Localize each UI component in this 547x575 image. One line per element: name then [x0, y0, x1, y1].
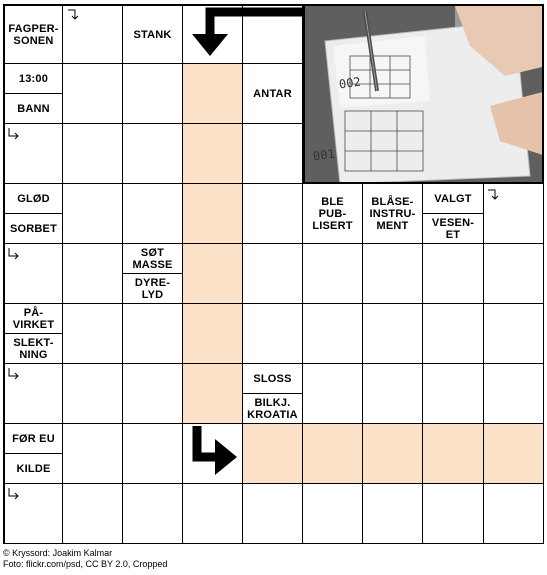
clue-cell-t1300-bann — [3, 64, 63, 124]
answer-cell-highlighted[interactable] — [243, 424, 303, 484]
answer-cell-highlighted[interactable] — [183, 64, 243, 124]
answer-cell[interactable] — [423, 244, 484, 304]
clue-cell-sloss-bilkj_kroatia — [243, 364, 303, 424]
clue-sorbet — [5, 213, 62, 243]
answer-cell[interactable] — [303, 484, 363, 544]
clue-antar — [243, 64, 302, 123]
clue-cell-antar — [243, 64, 303, 124]
clue-dyrelyd — [123, 273, 182, 303]
clue-text: ET — [445, 228, 461, 241]
clue-text: BLÅSE- — [371, 195, 414, 208]
answer-cell[interactable] — [423, 364, 484, 424]
clue-text: 13:00 — [18, 72, 49, 85]
clue-text: INSTRU- — [369, 207, 416, 220]
clue-kilde — [5, 453, 62, 483]
answer-cell-highlighted[interactable] — [303, 424, 363, 484]
clue-text: VESEN- — [431, 216, 475, 229]
clue-label — [133, 29, 171, 41]
clue-text: DYRE- — [134, 276, 171, 289]
answer-cell-highlighted[interactable] — [183, 244, 243, 304]
credit-crossword: © Kryssord: Joakim Kalmar — [3, 548, 113, 558]
clue-sloss — [243, 364, 302, 393]
answer-cell[interactable] — [423, 304, 484, 364]
answer-cell-highlighted[interactable] — [183, 364, 243, 424]
clue-text: MASSE — [132, 258, 173, 271]
answer-cell[interactable] — [243, 184, 303, 244]
clue-text: FAGPER- — [8, 22, 59, 35]
answer-cell[interactable] — [183, 4, 243, 64]
photo-page-label: 001 — [312, 146, 336, 164]
clue-label — [253, 373, 291, 385]
clue-label — [8, 23, 58, 47]
hook-arrow-icon — [6, 367, 22, 381]
clue-label — [12, 433, 55, 445]
answer-cell-highlighted[interactable] — [363, 424, 423, 484]
answer-cell[interactable] — [243, 4, 303, 64]
clue-text: SLEKT- — [13, 336, 54, 349]
clue-label — [434, 193, 471, 205]
clue-cell-sot_masse-dyrelyd — [123, 244, 183, 304]
clue-text: SØT — [140, 246, 165, 259]
clue-text: SLOSS — [253, 372, 292, 385]
clue-text: NING — [19, 348, 48, 361]
answer-cell[interactable] — [123, 184, 183, 244]
clue-cell-for_eu-kilde — [3, 424, 63, 484]
clue-text: LYD — [141, 288, 164, 301]
answer-cell-highlighted[interactable] — [423, 424, 484, 484]
answer-cell[interactable] — [363, 304, 423, 364]
answer-cell[interactable] — [484, 244, 544, 304]
clue-cell-ble_publisert — [303, 184, 363, 244]
clue-label — [432, 217, 474, 241]
clue-bann — [5, 93, 62, 123]
answer-cell[interactable] — [303, 364, 363, 424]
clue-label — [132, 247, 172, 271]
answer-cell[interactable] — [484, 304, 544, 364]
clue-text: BANN — [17, 102, 50, 115]
clue-slektning — [5, 333, 62, 363]
answer-cell-highlighted[interactable] — [484, 424, 544, 484]
answer-cell[interactable] — [303, 304, 363, 364]
answer-cell[interactable] — [484, 484, 544, 544]
clue-cell-stank — [123, 4, 183, 64]
clue-pavirket — [5, 304, 62, 333]
clue-label — [10, 223, 57, 235]
clue-label — [135, 277, 170, 301]
clue-glod — [5, 184, 62, 213]
clue-text: GLØD — [17, 192, 50, 205]
hook-arrow-icon — [6, 247, 22, 261]
answer-cell[interactable] — [183, 484, 243, 544]
answer-cell[interactable] — [243, 124, 303, 184]
clue-cell-pavirket-slektning — [3, 304, 63, 364]
answer-cell[interactable] — [243, 244, 303, 304]
answer-cell[interactable] — [63, 364, 123, 424]
answer-cell[interactable] — [363, 364, 423, 424]
clue-bilkj_kroatia — [243, 393, 302, 423]
clue-fagpersonen — [5, 6, 62, 63]
clue-text: STANK — [133, 28, 172, 41]
answer-cell[interactable] — [363, 244, 423, 304]
clue-label — [17, 463, 51, 475]
answer-cell[interactable] — [63, 304, 123, 364]
clue-valgt — [423, 184, 483, 213]
clue-text: MENT — [376, 219, 409, 232]
clue-text: BLE — [321, 195, 344, 208]
answer-cell-highlighted[interactable] — [183, 304, 243, 364]
answer-cell[interactable] — [63, 424, 123, 484]
answer-cell-highlighted[interactable] — [183, 184, 243, 244]
photo-illustration — [305, 6, 544, 184]
answer-cell[interactable] — [243, 484, 303, 544]
clue-cell-glod-sorbet — [3, 184, 63, 244]
clue-cell-blaseinstrument — [363, 184, 423, 244]
answer-cell[interactable] — [123, 424, 183, 484]
clue-sot_masse — [123, 244, 182, 273]
clue-label — [312, 196, 352, 232]
answer-cell[interactable] — [63, 184, 123, 244]
clue-stank — [123, 6, 182, 63]
answer-cell[interactable] — [123, 304, 183, 364]
answer-cell[interactable] — [243, 304, 303, 364]
credit-photo: Foto: flickr.com/psd, CC BY 2.0, Cropped — [3, 559, 168, 569]
clue-cell-fagpersonen — [3, 4, 63, 64]
clue-label — [17, 193, 50, 205]
credits — [3, 548, 167, 570]
answer-cell[interactable] — [484, 364, 544, 424]
clue-text: KROATIA — [247, 408, 298, 421]
clue-t1300 — [5, 64, 62, 93]
hook-arrow-icon — [66, 7, 82, 21]
clue-label — [13, 307, 55, 331]
answer-cell[interactable] — [123, 124, 183, 184]
clue-label — [19, 73, 48, 85]
answer-cell-highlighted[interactable] — [183, 124, 243, 184]
answer-cell[interactable] — [123, 484, 183, 544]
clue-vesenet — [423, 213, 483, 243]
clue-label — [17, 103, 50, 115]
clue-text: VIRKET — [12, 318, 55, 331]
answer-cell[interactable] — [123, 364, 183, 424]
clue-text: BILKJ. — [254, 396, 291, 409]
answer-cell[interactable] — [63, 124, 123, 184]
answer-cell[interactable] — [63, 64, 123, 124]
clue-label — [369, 196, 415, 232]
clue-text: SONEN — [13, 34, 54, 47]
crossword-grid — [3, 4, 544, 544]
clue-cell-valgt-vesenet — [423, 184, 484, 244]
answer-cell[interactable] — [363, 484, 423, 544]
clue-for_eu — [5, 424, 62, 453]
clue-text: SORBET — [9, 222, 58, 235]
clue-text: LISERT — [312, 219, 353, 232]
clue-label — [247, 397, 298, 421]
clue-blaseinstrument — [363, 184, 422, 243]
clue-text: KILDE — [16, 462, 51, 475]
clue-text: VALGT — [434, 192, 472, 205]
answer-cell[interactable] — [183, 424, 243, 484]
clue-text: PUB- — [318, 207, 347, 220]
answer-cell[interactable] — [63, 244, 123, 304]
clue-label — [13, 337, 53, 361]
sudoku-photo — [303, 4, 544, 184]
answer-cell[interactable] — [303, 244, 363, 304]
clue-ble_publisert — [303, 184, 362, 243]
answer-cell[interactable] — [63, 484, 123, 544]
clue-text: FØR EU — [12, 432, 55, 445]
photo-page-label: 002 — [338, 74, 362, 92]
clue-label — [253, 88, 292, 100]
answer-cell[interactable] — [423, 484, 484, 544]
hook-arrow-icon — [6, 487, 22, 501]
answer-cell[interactable] — [123, 64, 183, 124]
hook-arrow-icon — [6, 127, 22, 141]
clue-text: ANTAR — [253, 87, 292, 100]
hook-arrow-icon — [486, 187, 502, 201]
clue-text: PÅ- — [23, 306, 44, 319]
